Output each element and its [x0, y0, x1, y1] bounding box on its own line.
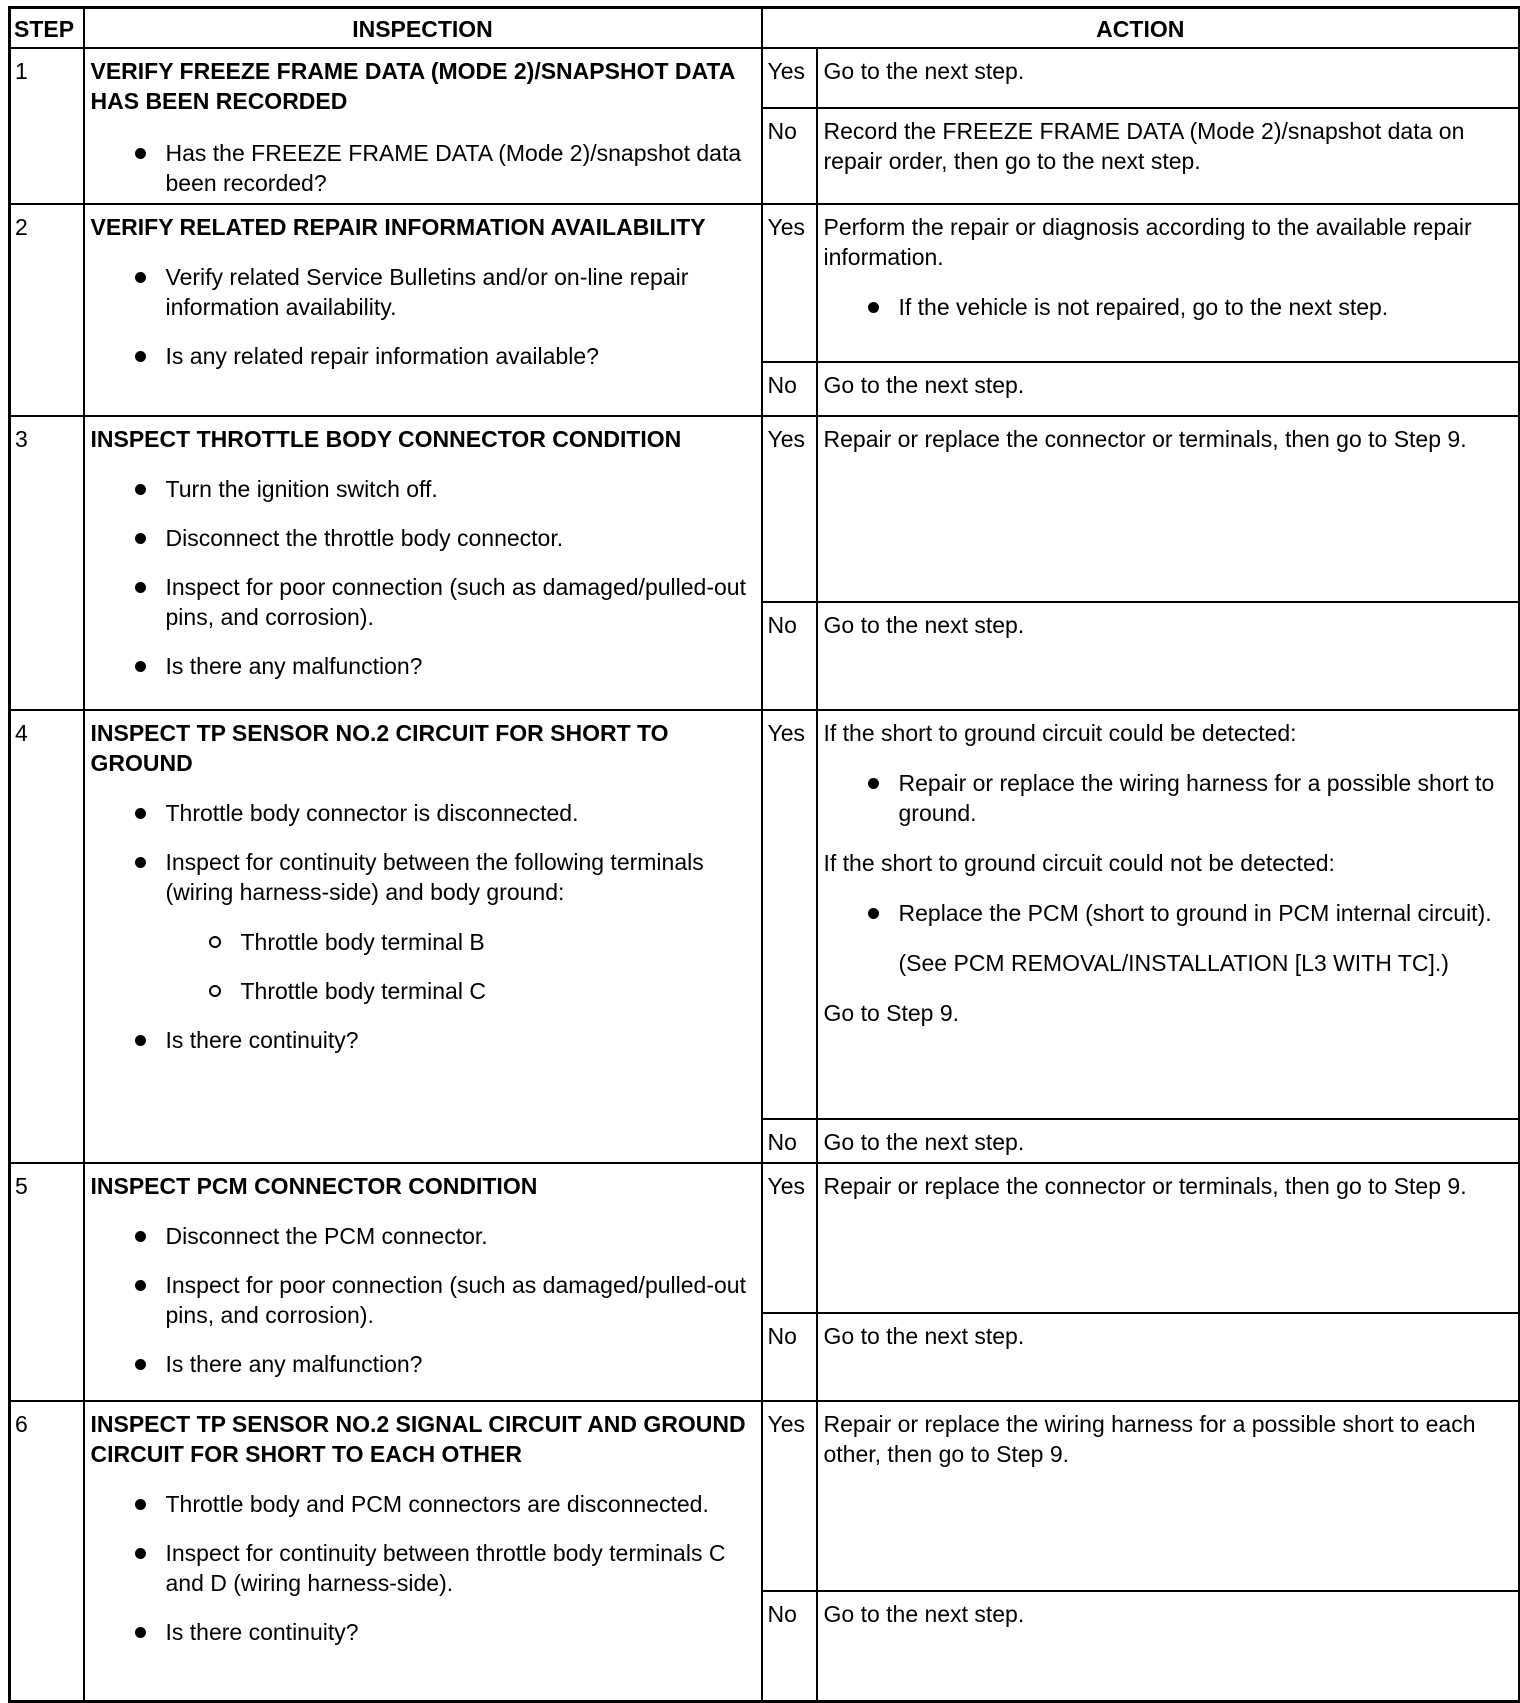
step-title: INSPECT TP SENSOR NO.2 SIGNAL CIRCUIT AND GROUND CIRCUIT FOR SHORT TO EACH OTHER: [90, 1411, 746, 1467]
step-number: 4: [10, 710, 84, 1163]
no-action: Go to the next step.: [817, 362, 1520, 416]
bullet-list: [91, 1489, 755, 1647]
inspection-cell: [84, 710, 762, 1163]
bullet-item: Is there any malfunction?: [166, 651, 755, 681]
bullet-list: [91, 474, 755, 681]
sub-bullet-item: Throttle body terminal C: [241, 976, 755, 1006]
bullet-list: [824, 292, 1513, 322]
yes-label: Yes: [762, 204, 817, 362]
no-action: Go to the next step.: [817, 1313, 1520, 1401]
no-label: No: [762, 1313, 817, 1401]
bullet-item: Is there continuity?: [166, 1617, 755, 1647]
yes-action: Repair or replace the wiring harness for a possible short to each other, then go to Step 9.: [817, 1401, 1520, 1591]
inspection-cell: [84, 1163, 762, 1401]
inspection-cell: [84, 48, 762, 204]
yes-label: Yes: [762, 1163, 817, 1313]
step-number: 2: [10, 204, 84, 416]
step-number: 1: [10, 48, 84, 204]
bullet-list: [91, 798, 755, 1055]
bullet-item: Disconnect the PCM connector.: [166, 1221, 755, 1251]
bullet-item: Is there any malfunction?: [166, 1349, 755, 1379]
diagnostic-procedure: [8, 6, 1518, 1703]
step-title: VERIFY FREEZE FRAME DATA (MODE 2)/SNAPSHOT DATA HAS BEEN RECORDED: [90, 58, 735, 114]
table-row: [10, 1163, 1520, 1313]
no-label: No: [762, 108, 817, 204]
bullet-item: If the vehicle is not repaired, go to the next step.: [899, 292, 1513, 322]
inspection-cell: [84, 204, 762, 416]
step-number: 5: [10, 1163, 84, 1401]
bullet-list: [824, 768, 1513, 828]
no-label: No: [762, 1591, 817, 1701]
bullet-list: [91, 1221, 755, 1379]
no-action: Record the FREEZE FRAME DATA (Mode 2)/snapshot data on repair order, then go to the next step.: [817, 108, 1520, 204]
sub-bullet-list: [166, 927, 755, 1006]
bullet-item: Inspect for continuity between throttle body terminals C and D (wiring harness-side).: [166, 1538, 755, 1598]
step-column-header: STEP: [10, 8, 84, 49]
table-row: [10, 416, 1520, 602]
yes-label: Yes: [762, 416, 817, 602]
step-number: 3: [10, 416, 84, 710]
bullet-list: [91, 262, 755, 371]
action-column-header: ACTION: [762, 8, 1520, 49]
bullet-item: [166, 847, 755, 1006]
action-text: Go to Step 9.: [823, 1000, 960, 1026]
no-action: Go to the next step.: [817, 1119, 1520, 1163]
step-title: INSPECT PCM CONNECTOR CONDITION: [90, 1173, 538, 1199]
step-title: INSPECT THROTTLE BODY CONNECTOR CONDITION: [90, 426, 682, 452]
bullet-item: Throttle body connector is disconnected.: [166, 798, 755, 828]
yes-action: Repair or replace the connector or terminals, then go to Step 9.: [817, 416, 1520, 602]
table-row: [10, 204, 1520, 362]
table-row: [10, 48, 1520, 108]
bullet-item: Repair or replace the wiring harness for a possible short to ground.: [899, 768, 1513, 828]
bullet-text: Replace the PCM (short to ground in PCM internal circuit).: [898, 900, 1492, 926]
table-row: [10, 710, 1520, 1119]
step-title: INSPECT TP SENSOR NO.2 CIRCUIT FOR SHORT TO GROUND: [90, 720, 669, 776]
action-text: If the short to ground circuit could not be detected:: [823, 850, 1335, 876]
bullet-item: Turn the ignition switch off.: [166, 474, 755, 504]
inspection-cell: [84, 416, 762, 710]
table-row: [10, 1401, 1520, 1591]
yes-label: Yes: [762, 710, 817, 1119]
yes-action: [817, 710, 1520, 1119]
inspection-column-header: INSPECTION: [84, 8, 762, 49]
step-title: VERIFY RELATED REPAIR INFORMATION AVAILABILITY: [90, 214, 706, 240]
bullet-item: Throttle body and PCM connectors are disconnected.: [166, 1489, 755, 1519]
bullet-list: [824, 898, 1513, 978]
action-text: If the short to ground circuit could be detected:: [823, 720, 1297, 746]
bullet-list: [91, 138, 755, 198]
no-label: No: [762, 602, 817, 710]
bullet-item: Has the FREEZE FRAME DATA (Mode 2)/snapshot data been recorded?: [166, 138, 755, 198]
reference-note: (See PCM REMOVAL/INSTALLATION [L3 WITH TC].): [898, 950, 1449, 976]
inspection-cell: [84, 1401, 762, 1701]
diagnostic-table: [8, 6, 1520, 1703]
no-action: Go to the next step.: [817, 1591, 1520, 1701]
no-label: No: [762, 362, 817, 416]
action-text: Perform the repair or diagnosis according to the available repair information.: [823, 214, 1472, 270]
yes-label: Yes: [762, 48, 817, 108]
bullet-item: Verify related Service Bulletins and/or on-line repair information availability.: [166, 262, 755, 322]
yes-action: Go to the next step.: [817, 48, 1520, 108]
step-number: 6: [10, 1401, 84, 1701]
bullet-item: Disconnect the throttle body connector.: [166, 523, 755, 553]
bullet-item: Is any related repair information available?: [166, 341, 755, 371]
bullet-text: Inspect for continuity between the following terminals (wiring harness-side) and body ground:: [165, 849, 704, 905]
bullet-item: [899, 898, 1513, 978]
no-label: No: [762, 1119, 817, 1163]
sub-bullet-item: Throttle body terminal B: [241, 927, 755, 957]
bullet-item: Is there continuity?: [166, 1025, 755, 1055]
yes-action: Repair or replace the connector or terminals, then go to Step 9.: [817, 1163, 1520, 1313]
yes-label: Yes: [762, 1401, 817, 1591]
bullet-item: Inspect for poor connection (such as damaged/pulled-out pins, and corrosion).: [166, 572, 755, 632]
bullet-item: Inspect for poor connection (such as damaged/pulled-out pins, and corrosion).: [166, 1270, 755, 1330]
table-header-row: [10, 8, 1520, 49]
yes-action: [817, 204, 1520, 362]
no-action: Go to the next step.: [817, 602, 1520, 710]
